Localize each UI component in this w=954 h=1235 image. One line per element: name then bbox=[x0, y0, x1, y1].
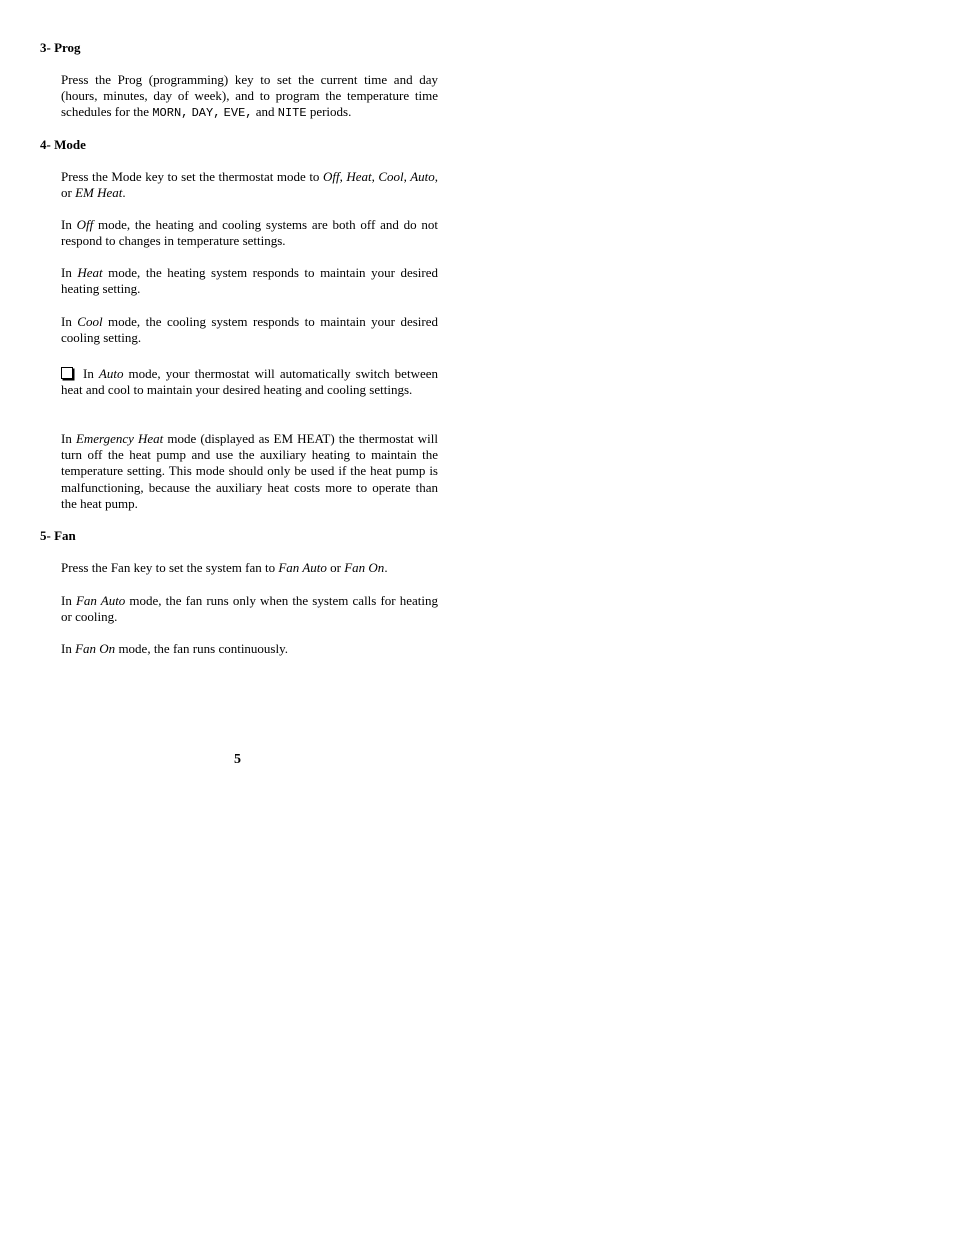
period-morn: MORN, bbox=[152, 106, 189, 121]
term-off: Off bbox=[76, 217, 94, 232]
fan-auto-description bbox=[61, 593, 438, 625]
text-run: mode (displayed as EM HEAT) the thermostat will turn off the heat pump and use the auxiliary heating to maintain the temperature setting. This mode should only be used if the heat pump is malfunctioning, because the auxiliary heat costs more to operate than the heat pump. bbox=[61, 431, 438, 511]
term-fan-auto: Fan Auto bbox=[75, 593, 126, 608]
text-run: mode, the cooling system responds to maintain your desired cooling setting. bbox=[61, 314, 438, 346]
period-day: DAY, bbox=[191, 106, 221, 121]
mode-list: Off, Heat, Cool, Auto bbox=[322, 169, 435, 184]
text-run: and bbox=[252, 104, 278, 120]
text-run: In bbox=[61, 641, 76, 656]
period-nite: NITE bbox=[277, 106, 307, 121]
text-run: mode, your thermostat will automatically switch between heat and cool to maintain your desired heating and cooling settings. bbox=[61, 366, 438, 398]
text-run: In bbox=[61, 314, 78, 329]
term-emergency-heat: Emergency Heat bbox=[75, 431, 164, 446]
text-run: mode, the heating and cooling systems are both off and do not respond to changes in temperature settings. bbox=[61, 217, 438, 249]
term-fan-on: Fan On bbox=[344, 560, 385, 575]
mode-description bbox=[61, 169, 438, 201]
page-number: 5 bbox=[234, 752, 241, 767]
text-run: In bbox=[61, 265, 78, 280]
fan-on-description bbox=[61, 641, 438, 657]
text-run: Press the Fan key to set the system fan to bbox=[61, 560, 279, 575]
heat-mode-description bbox=[61, 265, 438, 297]
section-heading-mode: 4- Mode bbox=[40, 137, 86, 152]
text-run: . bbox=[122, 185, 126, 201]
text-run: Press the Prog (programming) key to set the current time and day (hours, minutes, day of week), and to program the temperature time schedules for the bbox=[61, 72, 438, 120]
text-run: In bbox=[61, 217, 77, 232]
period-eve: EVE, bbox=[223, 106, 253, 121]
section-heading-prog: 3- Prog bbox=[40, 40, 81, 55]
section-heading-fan: 5- Fan bbox=[40, 528, 76, 543]
term-cool: Cool bbox=[77, 314, 103, 329]
text-run: mode, the fan runs continuously. bbox=[115, 641, 289, 656]
text-run: In bbox=[83, 366, 99, 381]
text-run: periods. bbox=[306, 104, 352, 120]
text-run: mode, the fan runs only when the system calls for heating or cooling. bbox=[61, 593, 438, 625]
emergency-heat-description bbox=[61, 431, 438, 512]
off-mode-description bbox=[61, 217, 438, 249]
text-run: mode, the heating system responds to maintain your desired heating setting. bbox=[61, 265, 438, 297]
text-run: In bbox=[61, 593, 76, 608]
term-auto: Auto bbox=[98, 366, 124, 381]
text-run: Press the Mode key to set the thermostat mode to bbox=[61, 169, 323, 184]
text-run: or bbox=[326, 560, 345, 575]
text-run: In bbox=[61, 431, 76, 446]
term-fan-on: Fan On bbox=[75, 641, 116, 656]
auto-mode-description bbox=[61, 366, 438, 398]
term-fan-auto: Fan Auto bbox=[278, 560, 327, 575]
text-run: , or bbox=[61, 169, 439, 201]
checkbox-icon bbox=[61, 367, 73, 379]
text-run: . bbox=[384, 560, 388, 575]
term-heat: Heat bbox=[77, 265, 103, 280]
cool-mode-description bbox=[61, 314, 438, 346]
fan-description bbox=[61, 560, 438, 576]
prog-description bbox=[61, 72, 438, 122]
mode-em-heat: EM Heat bbox=[75, 185, 123, 201]
